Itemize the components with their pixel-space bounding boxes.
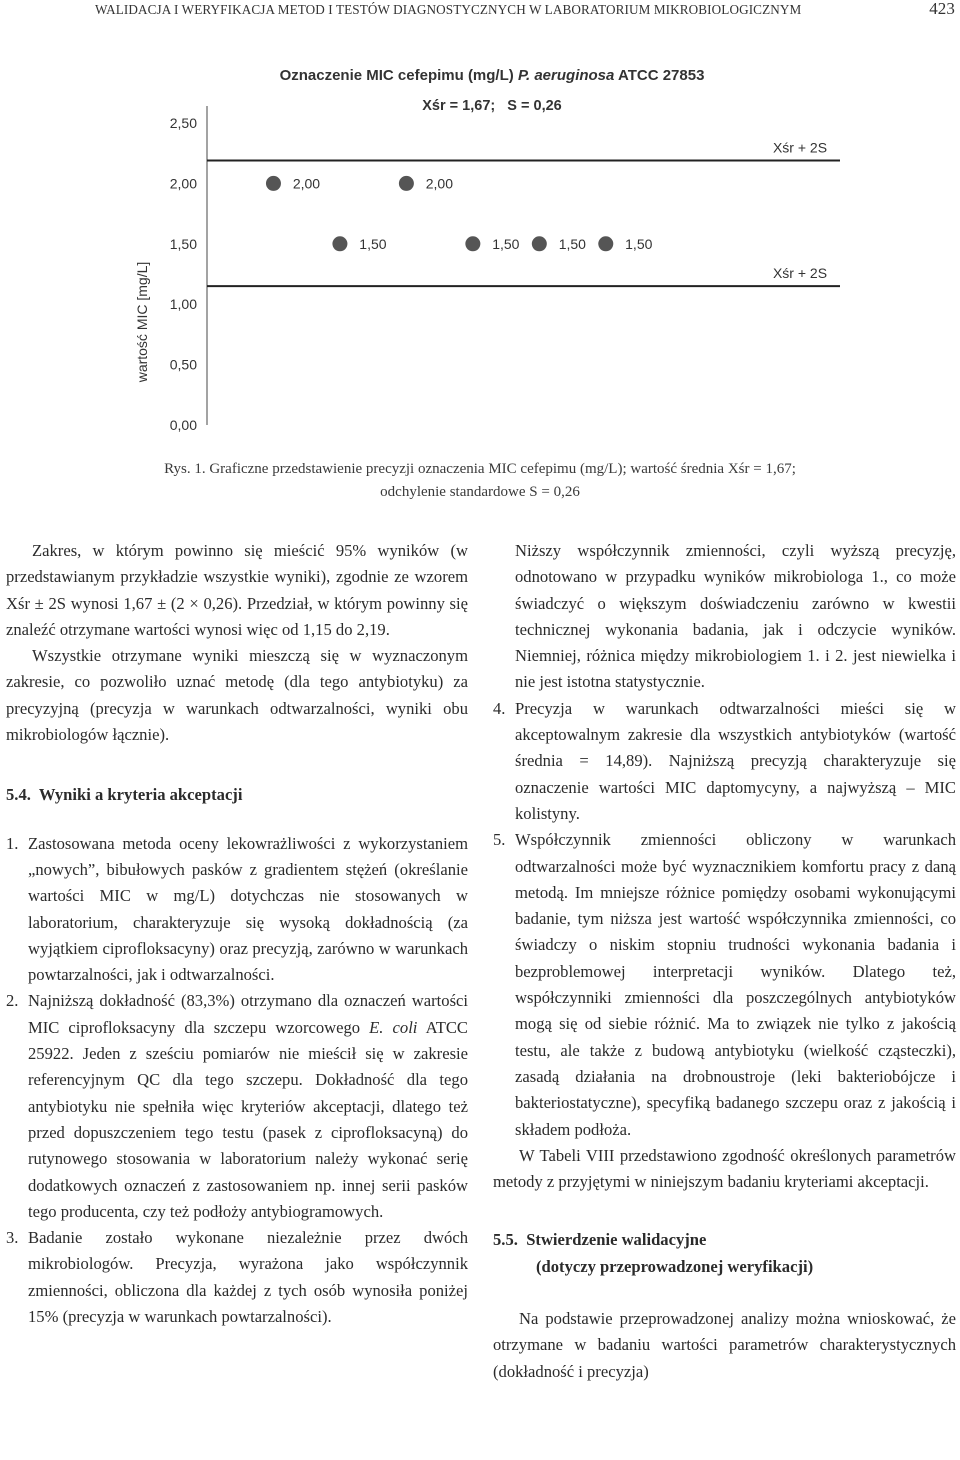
y-tick-label: 1,50 [169, 235, 197, 252]
data-label: 2,00 [425, 175, 454, 192]
y-tick-label: 0,50 [169, 356, 197, 373]
data-label: 2,00 [292, 175, 321, 192]
section-heading-5-5-subtitle: (dotyczy przeprowadzonej weryfikacji) [536, 1256, 814, 1276]
running-head [95, 2, 955, 24]
limit-lines [207, 139, 840, 286]
figure-caption [60, 458, 900, 504]
data-point [399, 176, 414, 191]
section-heading-5-4: 5.4. Wyniki a kryteria akceptacji [6, 785, 243, 805]
limit-line-label: Xśr + 2S [772, 139, 828, 156]
list-item [6, 831, 468, 989]
paragraph-results: Wszystkie otrzymane wyniki mieszczą się w wyznaczonym zakresie, co pozwoliło uznać metodę (dla tego antybiotyku) za precyzyjną (precyzja w warunkach odtwarzalności, wyniki obu mikrobiologów łącznie). [6, 646, 468, 745]
data-point [332, 236, 347, 251]
limit-line-label: Xśr + 2S [772, 265, 828, 282]
section-heading-5-5: 5.5. Stwierdzenie walidacyjne [493, 1230, 707, 1250]
data-label: 1,50 [558, 235, 586, 252]
mic-precision-chart [0, 50, 960, 450]
list-item-text: Najniższą dokładność (83,3%) otrzymano dla oznaczeń wartości MIC ciprofloksacyny dla szczepu wzorcowego E. coli ATCC 25922. Jeden z sześciu pomiarów nie mieścił się w zakresie referencyjnym QC dla tego szczepu. Dokładność dla tego antybiotyku nie spełniła więc kryteriów akceptacji, dlatego też przed dopuszczeniem tego testu (pasek z ciprofloksacyną) do rutynowego stosowania w laboratorium należy wykonać serię dodatkowych oznaczeń z zastosowaniem np. innej serii pasków tego producenta, czy też podłoży antybiogramowych. [28, 991, 468, 1221]
paragraph-range: Zakres, w którym powinno się mieścić 95% wyników (w przedstawianym przykładzie wszystkie wyniki), zgodnie ze wzorem Xśr ± 2S wynosi 1,67 ± (2 × 0,26). Przedział, w którym powinny się znaleźć otrzymane wartości wynosi więc od 1,15 do 2,19. [6, 541, 468, 639]
data-label: 1,50 [625, 235, 653, 252]
y-tick-labels [170, 115, 197, 433]
list-item-text: Badanie zostało wykonane niezależnie przez dwóch mikrobiologów. Precyzja, wyrażona jako współczynnik zmienności, obliczona dla każdej z tych osób wynosiła poniżej 15% (precyzja w warunkach powtarzalności). [28, 1228, 468, 1327]
chart-title: Oznaczenie MIC cefepimu (mg/L) P. aeruginosa ATCC 27853 [279, 67, 705, 84]
list-item-number: 3. [6, 1228, 19, 1248]
data-point [532, 236, 547, 251]
y-tick-label: 1,00 [169, 296, 197, 313]
caption-line-1: Rys. 1. Graficzne przedstawienie precyzji oznaczenia MIC cefepimu (mg/L); wartość średnia Xśr = 1,67; [164, 461, 796, 477]
list-item [493, 696, 956, 827]
data-point [465, 236, 480, 251]
data-point [598, 236, 613, 251]
right-column [493, 538, 956, 1385]
list-item [6, 988, 468, 1225]
list-item-number: 2. [6, 991, 19, 1011]
running-head-title: WALIDACJA I WERYFIKACJA METOD I TESTÓW DIAGNOSTYCZNYCH W LABORATORIUM MIKROBIOLOGICZNYM [95, 2, 802, 17]
data-points [266, 175, 653, 251]
list-continuation: Niższy współczynnik zmienności, czyli wyższą precyzję, odnotowano w przypadku wyników mikrobiologa 1., co może świadczyć o większym doświadczeniu zarówno w kwestii technicznej wykonania badania, jak i odczycie wyników. Niemniej, różnica między mikrobiologiem 1. i 2. jest niewielka i nie jest istotna statystycznie. [515, 541, 956, 692]
caption-line-2: odchylenie standardowe S = 0,26 [380, 484, 580, 500]
data-point [266, 176, 281, 191]
y-axis-label: wartość MIC [mg/L] [134, 261, 150, 383]
list-item-number: 5. [493, 830, 506, 850]
y-tick-label: 2,00 [169, 175, 197, 192]
left-column [6, 538, 468, 1330]
list-item [6, 1225, 468, 1330]
page-number: 423 [929, 0, 955, 18]
list-item-number: 1. [6, 833, 19, 853]
list-item-number: 4. [493, 698, 506, 718]
y-tick-label: 2,50 [169, 115, 197, 131]
y-tick-label: 0,00 [169, 417, 197, 433]
data-label: 1,50 [359, 235, 387, 252]
list-item-text: Zastosowana metoda oceny lekowrażliwości z wykorzystaniem „nowych”, bibułowych pasków z gradientem stężeń (określanie wartości MIC w mg/L) dotychczas nie stosowanych w laboratorium, charakteryzuje się wysoką dokładnością (za wyjątkiem ciprofloksacyny) oraz precyzją, zarówno w warunkach powtarzalności, jak i odtwarzalności. [28, 833, 468, 985]
data-label: 1,50 [492, 235, 520, 252]
paragraph-table-viii: W Tabeli VIII przedstawiono zgodność określonych parametrów metody z przyjętymi w niniejszym badaniu kryteriami akceptacji. [493, 1145, 956, 1192]
list-item-text: Precyzja w warunkach odtwarzalności mieści się w akceptowalnym zakresie dla wszystkich antybiotyków (wartość średnia = 14,89). Najniższą precyzją charakteryzuje się oznaczenie wartości MIC daptomycyny, a najwyższą – MIC kolistyny. [515, 698, 956, 823]
list-item [493, 827, 956, 1143]
chart-subtitle: Xśr = 1,67; S = 0,26 [422, 98, 562, 114]
paragraph-conclusion: Na podstawie przeprowadzonej analizy można wnioskować, że otrzymane w badaniu wartości parametrów charakterystycznych (dokładność i precyzja) [493, 1309, 956, 1381]
list-item-text: Współczynnik zmienności obliczony w warunkach odtwarzalności może być wyznacznikiem komfortu pracy z daną metodą. Im mniejsze różnice pomiędzy osobami wykonującymi badanie, tym niższa jest wartość współczynnika zmienności, co świadczy o niskim stopniu trudności wykonania badania i bezproblemowej interpretacji wyników. Dlatego też, współczynniki zmienności dla poszczególnych antybiotyków mogą się od siebie różnić. Ma to związek nie tylko z jakością testu, ale także z budową antybiotyku (wielkość cząsteczki), zasadą działania na drobnoustroje (leki bakteriobójcze i bakteriostatyczne), specyfiką badanego szczepu oraz z jakością i składem podłoża. [515, 830, 956, 1139]
